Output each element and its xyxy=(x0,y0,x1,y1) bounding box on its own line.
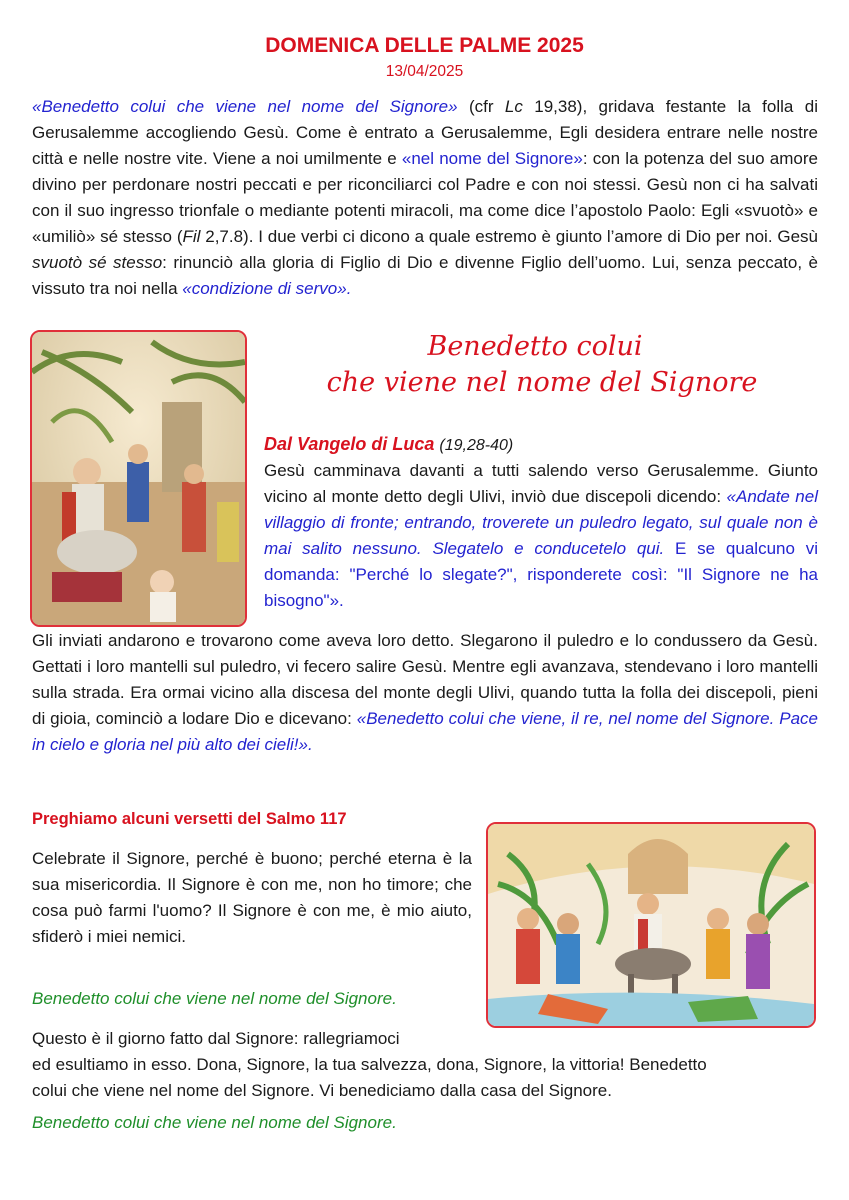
gospel-text-beside-image xyxy=(264,458,818,614)
page-date: 13/04/2025 xyxy=(385,63,464,80)
gospel-heading xyxy=(264,432,513,458)
intro-quote-3: «condizione di servo». xyxy=(182,279,352,298)
psalm-stanza-2-line-3: colui che viene nel nome del Signore. Vi benediciamo dalla casa del Signore. xyxy=(32,1081,612,1100)
banner-line-1: Benedetto colui xyxy=(427,331,643,362)
page-title: DOMENICA DELLE PALME 2025 xyxy=(265,34,584,57)
intro-paragraph xyxy=(32,94,818,302)
gospel-side-text-2: E se qualcuno vi domanda: "Perché lo slegate?", risponderete così: "Il Signore ne ha bisogno"». xyxy=(264,539,819,610)
intro-quote-2: «nel nome del Signore» xyxy=(401,149,583,168)
intro-text-1: (cfr xyxy=(457,97,505,116)
intro-svuoto: svuotò sé stesso xyxy=(32,253,163,272)
intro-ref-fil: Fil xyxy=(182,227,201,246)
gospel-title: Dal Vangelo di Luca xyxy=(264,434,435,454)
banner-line-2: che viene nel nome del Signore xyxy=(326,367,758,398)
jesus-donkey-drawing xyxy=(488,824,814,1026)
intro-text-2: 19,38), gridava festante la folla di Gerusalemme accogliendo Gesù. Come è entrato a Gerusalemme, Egli desidera entrare nelle nostre città e nelle nostre vite. Viene a noi umilmente e xyxy=(32,97,818,168)
intro-text-3: : con la potenza del suo amore divino per perdonare nostri peccati e per riconciliarci col Padre e con noi stessi. Gesù non ci ha salvati con il suo ingresso trionfale o mediante potenti miracoli, ma come dice l’apostolo Paolo: Egli «svuotò» e «umiliò» sé stesso ( xyxy=(32,149,818,246)
intro-text-5: : rinunciò alla gloria di Figlio di Dio e divenne Figlio dell’uomo. Lui, senza peccato, è vissuto tra noi nella xyxy=(32,253,818,298)
psalm-stanza-2-line-2: ed esultiamo in esso. Dona, Signore, la tua salvezza, dona, Signore, la vittoria! Benedetto xyxy=(32,1055,707,1074)
palm-sunday-painting xyxy=(32,332,245,625)
psalm-stanza-1: Celebrate il Signore, perché è buono; perché eterna è la sua misericordia. Il Signore è con me, non ho timore; che cosa può farmi l'uomo? Il Signore è con me, è mio aiuto, sfiderò i miei nemici. xyxy=(32,849,472,946)
psalm-stanza-2 xyxy=(32,1026,818,1104)
gospel-side-quote: «Andate nel villaggio di fronte; entrando, troverete un puledro legato, sul quale non è mai salito nessuno. Slegatelo e conducetelo qui. xyxy=(264,487,818,558)
gospel-full-quote: «Benedetto colui che viene, il re, nel nome del Signore. Pace in cielo e gloria nel più alto dei cieli!». xyxy=(32,709,818,754)
gospel-full-text: Gli inviati andarono e trovarono come aveva loro detto. Slegarono il puledro e lo condussero da Gesù. Gettati i loro mantelli sul puledro, vi fecero salire Gesù. Mentre egli avanzava, stendevano i loro mantelli sulla strada. Era ormai vicino alla discesa del monte degli Ulivi, quando tutta la folla dei discepoli, pieni di gioia, cominciò a lodare Dio e dicevano: xyxy=(32,631,818,728)
gospel-side-text-1: Gesù camminava davanti a tutti salendo verso Gerusalemme. Giunto vicino al monte detto degli Ulivi, inviò due discepoli dicendo: xyxy=(264,461,818,506)
gospel-reference: (19,28-40) xyxy=(439,437,514,454)
palm-sunday-illustration xyxy=(30,330,247,627)
gospel-text-full-width xyxy=(32,628,818,758)
intro-text-4: 2,7.8). I due verbi ci dicono a quale estremo è giunto l’amore di Dio per noi. Gesù xyxy=(200,227,818,246)
intro-ref-lc: Lc xyxy=(504,97,523,116)
psalm-refrain-1: Benedetto colui che viene nel nome del Signore. xyxy=(32,989,397,1008)
psalm-refrain-2: Benedetto colui che viene nel nome del Signore. xyxy=(32,1113,397,1132)
psalm-heading: Preghiamo alcuni versetti del Salmo 117 xyxy=(32,810,347,828)
intro-quote-1: «Benedetto colui che viene nel nome del Signore» xyxy=(32,97,458,116)
jesus-donkey-illustration xyxy=(486,822,816,1028)
psalm-stanza-2-line-1: Questo è il giorno fatto dal Signore: rallegriamoci xyxy=(32,1029,400,1048)
